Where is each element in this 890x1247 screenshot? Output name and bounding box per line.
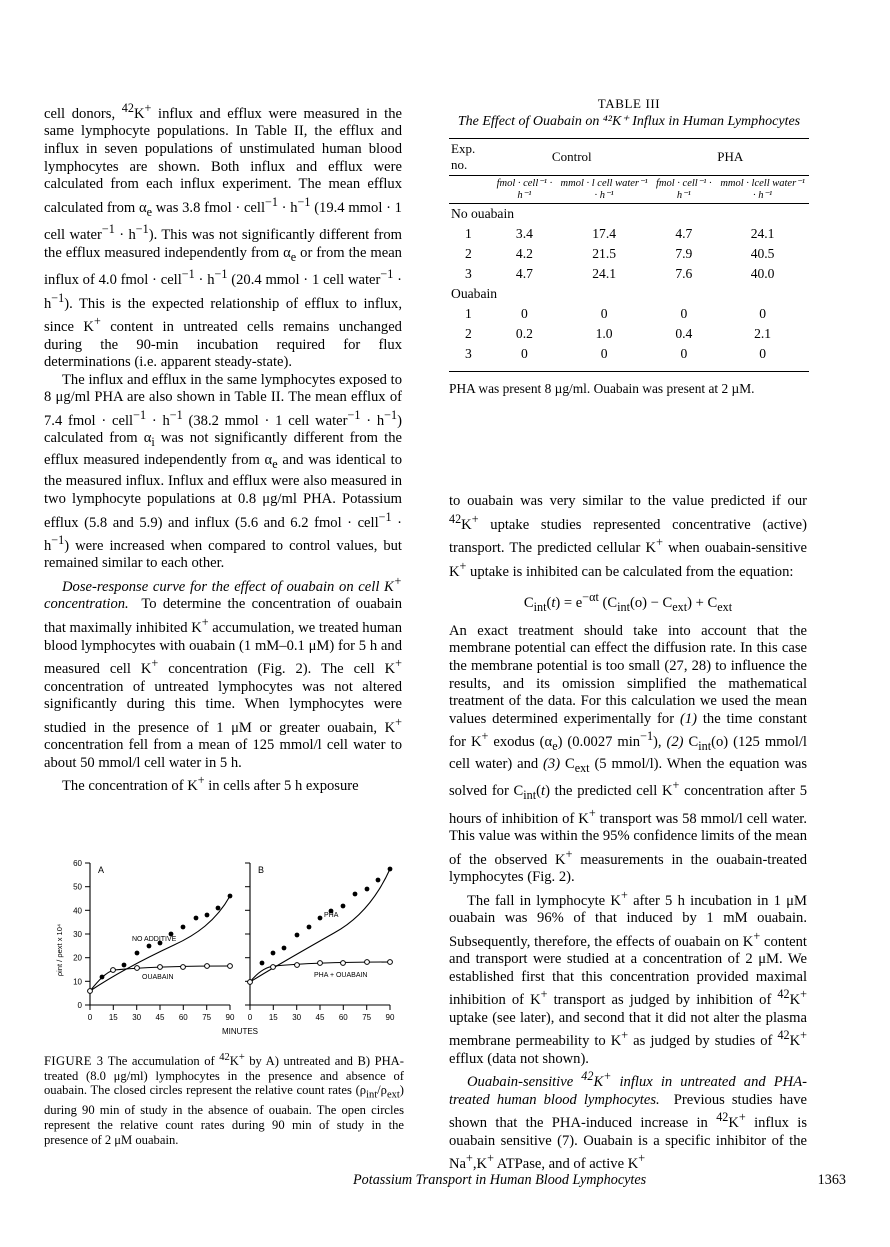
- figure-three-plot: [44, 855, 404, 1040]
- cell: 0: [759, 346, 766, 361]
- svg-text:75: 75: [362, 1013, 372, 1022]
- cell: 4.7: [515, 266, 533, 281]
- cell: 7.6: [675, 266, 693, 281]
- cell: 0: [600, 306, 608, 321]
- svg-text:OUABAIN: OUABAIN: [142, 974, 174, 981]
- svg-text:20: 20: [73, 953, 82, 963]
- row-label: 2: [465, 246, 472, 261]
- cell: 0: [520, 346, 528, 361]
- table-row: [449, 224, 809, 244]
- cell: 0: [600, 346, 608, 361]
- svg-text:30: 30: [132, 1013, 142, 1022]
- page-number: 1363: [817, 1172, 846, 1188]
- cell: 2.1: [754, 326, 772, 341]
- svg-text:60: 60: [73, 859, 82, 868]
- row-label: 1: [465, 306, 472, 321]
- svg-text:0: 0: [87, 1013, 93, 1022]
- svg-text:40: 40: [73, 906, 82, 916]
- cell: 7.9: [675, 246, 693, 261]
- group-label-ouabain: Ouabain: [451, 286, 498, 301]
- cell: 4.2: [515, 246, 533, 261]
- table-footnote: PHA was present 8 µg/ml. Ouabain was present at 2 µM.: [449, 381, 755, 396]
- cell: 0.4: [675, 326, 693, 341]
- paragraph: An exact treatment should take into account that the membrane potential can effect the diffusion rate. In this case the membrane potential is too small (27, 28) to influence the results, and its omission simplified the mathematical treatment of the data. For this calculation we used the mean values determined experimentally for (1) the time constant for K+ exodus $(\alpha_e)$ (0.0027 $\min^{-1}$), (2) $C_{int}(o)$ (125 mmol/l cell water) and (3) $C_{ext}$ (5 mmol/l). When the equation was solved for $C_{int}(t)$ the predicted cell K+ concentration after 5 hours of inhibition of K+ transport was 58 mmol/l cell water. This value was within the 95% confidence limits of the mean of the observed K+ measurements in the ouabain-treated lymphocytes (Fig. 2).: [449, 622, 808, 885]
- svg-text:0: 0: [77, 1001, 82, 1010]
- svg-text:90: 90: [385, 1013, 395, 1022]
- svg-text:NO ADDITIVE: NO ADDITIVE: [132, 936, 177, 943]
- svg-text:90: 90: [225, 1013, 235, 1022]
- svg-text:30: 30: [292, 1013, 302, 1022]
- table-three: [449, 96, 809, 397]
- left-text-column: [44, 100, 402, 796]
- table-bottom-rule: [449, 364, 809, 372]
- row-label: 1: [465, 226, 472, 241]
- table-title: The Effect of Ouabain on ⁴²K⁺ Influx in Human Lymphocytes: [457, 114, 801, 129]
- paragraph: Ouabain-sensitive $^{42}$K+ influx in untreated and PHA-treated human blood lymphocytes. Previous studies have shown that the PHA-induced increase in $^{42}$K+ influx is ouabain sensitive (7). Ouabain is a specific inhibitor of the Na+,K+ ATPase, and of active K+: [449, 1069, 807, 1173]
- table-header-row: [449, 139, 809, 176]
- svg-text:75: 75: [202, 1013, 212, 1022]
- cell: 0: [680, 306, 688, 321]
- panel-a: [55, 859, 235, 1022]
- svg-text:15: 15: [268, 1013, 278, 1022]
- paragraph: Dose-response curve for the effect of ouabain on cell K+ concentration. To determine the concentration of ouabain that maximally inhibited K+ accumulation, we treated human blood lymphocytes with ouabain (1 mM–0.1 μM) for 5 h and measured cell K+ concentration (Fig. 2). The cell K+ concentration of untreated lymphocytes was not altered significantly during this time. When lymphocytes were studied in the presence of 1 μM or greater ouabain, K+ concentration fell from a mean of 125 mmol/l cell water to about 50 mmol/l cell water in 5 h.: [44, 574, 402, 771]
- svg-text:60: 60: [338, 1013, 348, 1022]
- row-label: 3: [465, 346, 472, 361]
- figure-caption: [44, 1051, 404, 1147]
- svg-text:50: 50: [73, 882, 82, 892]
- unit-pha-mmol: mmol · lcell water⁻¹ · h⁻¹: [716, 176, 809, 204]
- paragraph: cell donors, $^{42}$K+ influx and efflux were measured in the same lymphocyte populations. In Table II, the efflux and influx in seven populations of unstimulated human blood lymphocytes are shown. Both influx and efflux were calculated from each influx experiment. The mean efflux calculated from $\alpha_e$ was 3.8 fmol · cell$^{-1}$ · $h^{-1}$ (19.4 mmol · 1 cell water$^{-1}$ · $h^{-1}$). This was not significantly different from the efflux measured independently from $\alpha_e$ or from the mean influx of 4.0 fmol · cell$^{-1}$ · $h^{-1}$ (20.4 mmol · 1 cell water$^{-1}$ · $h^{-1}$). This is the expected relationship of efflux to influx, since K+ content in untreated cells remains unchanged during the 90-min incubation required for flux determinations (i.e. apparent steady-state).: [44, 101, 402, 371]
- table-body: [449, 139, 809, 372]
- unit-blank: [449, 176, 492, 204]
- table-row: [449, 324, 809, 344]
- cell: 17.4: [592, 226, 617, 241]
- table-units-row: [449, 176, 809, 204]
- table-group-label-row: [449, 204, 809, 225]
- svg-text:ρint / ρext x 10⁴: ρint / ρext x 10⁴: [55, 923, 64, 977]
- cell: 21.5: [592, 246, 617, 261]
- cell: 4.7: [675, 226, 693, 241]
- table-row: [449, 264, 809, 284]
- column-header-control: Control: [492, 139, 651, 176]
- cell: 40.0: [750, 266, 775, 281]
- svg-text:PHA: PHA: [324, 912, 339, 919]
- row-label: 3: [465, 266, 472, 281]
- svg-text:15: 15: [108, 1013, 118, 1022]
- paragraph: The fall in lymphocyte K+ after 5 h incubation in 1 μM ouabain was 96% of that induced by 1 mM ouabain. Subsequently, therefore, the effects of ouabain on K+ content and transport were studied at a concentration of 2 μM. We established first that this concentration provided maximal inhibition of K+ transport as judged by inhibition of $^{42}$K+ uptake (see later), and second that it did not alter the plasma membrane permeability to K+ as judged by studies of $^{42}$K+ efflux (data not shown).: [449, 887, 807, 1067]
- cell: 1.0: [595, 326, 613, 341]
- table-group-label-row: [449, 284, 809, 304]
- cell: 0: [759, 306, 766, 321]
- svg-text:45: 45: [155, 1013, 165, 1022]
- figure-caption-text: The accumulation of $^{42}$K+ by A) untreated and B) PHA-treated (8.0 μg/ml) lymphocytes in the presence and absence of ouabain. The closed circles represent the relative count rates $(\rho_{int}/\rho_{ext})$ during 90 min of study in the absence of ouabain. The open circles represent the relative count rates during 90 min of study in the presence of 2 μM ouabain.: [44, 1052, 404, 1147]
- paragraph: The influx and efflux in the same lymphocytes exposed to 8 μg/ml PHA are also shown in Table II. The mean efflux of 7.4 fmol · cell$^{-1}$ · $h^{-1}$ (38.2 mmol · 1 cell water$^{-1}$ · $h^{-1}$) calculated from $\alpha_i$ was not significantly different from the efflux measured independently from $\alpha_e$ and was identical to the measured influx. Influx and efflux were also measured in two lymphocyte populations at 0.8 μg/ml PHA. Potassium efflux (5.8 and 5.9) and influx (5.6 and 6.2 fmol · cell$^{-1}$ · $h^{-1}$) were increased when compared to control values, but remained similar to each other.: [44, 371, 402, 572]
- svg-text:0: 0: [247, 1013, 253, 1022]
- svg-text:MINUTES: MINUTES: [222, 1027, 258, 1036]
- figure-three: [44, 855, 404, 1147]
- cell: 24.1: [592, 266, 617, 281]
- column-header-exp: Exp. no.: [449, 139, 492, 176]
- paragraph: to ouabain was very similar to the value predicted if our $^{42}$K+ uptake studies represented concentrative (active) transport. The predicted cellular K+ when ouabain-sensitive K+ uptake is inhibited can be calculated from the equation:: [449, 493, 807, 580]
- equation-cint: $C_{int}(t) = e^{-\alpha t}$ $(C_{int}(o) - C_{ext}) + C_{ext}$: [523, 589, 733, 614]
- paragraph: The concentration of K+ in cells after 5 h exposure: [62, 773, 359, 795]
- svg-text:60: 60: [178, 1013, 188, 1022]
- svg-text:30: 30: [73, 930, 82, 939]
- cell: 40.5: [750, 246, 775, 261]
- unit-control-fmol: fmol · cell⁻¹ · h⁻¹: [492, 176, 557, 204]
- table-number: TABLE III: [597, 96, 661, 111]
- svg-text:45: 45: [315, 1013, 325, 1022]
- cell: 0.2: [515, 326, 533, 341]
- row-label: 2: [465, 326, 472, 341]
- svg-text:B: B: [258, 865, 265, 875]
- cell: 24.1: [750, 226, 775, 241]
- svg-text:PHA + OUABAIN: PHA + OUABAIN: [314, 972, 368, 979]
- table-row: [449, 244, 809, 264]
- unit-pha-fmol: fmol · cell⁻¹ · h⁻¹: [652, 176, 717, 204]
- cell: 0: [520, 306, 528, 321]
- table-three-grid: [449, 138, 809, 372]
- group-label-no-ouabain: No ouabain: [451, 206, 515, 221]
- svg-text:10: 10: [73, 977, 82, 987]
- figure-label: FIGURE 3: [44, 1054, 104, 1069]
- table-row: [449, 344, 809, 364]
- svg-text:A: A: [98, 865, 105, 875]
- unit-control-mmol: mmol · l cell water⁻¹ · h⁻¹: [557, 176, 652, 204]
- right-text-column: [449, 493, 807, 1174]
- table-row: [449, 304, 809, 324]
- column-header-pha: PHA: [652, 139, 810, 176]
- cell: 0: [680, 346, 688, 361]
- panel-b: [245, 863, 395, 1022]
- cell: 3.4: [515, 226, 533, 241]
- running-title: Potassium Transport in Human Blood Lymphocytes: [353, 1172, 647, 1188]
